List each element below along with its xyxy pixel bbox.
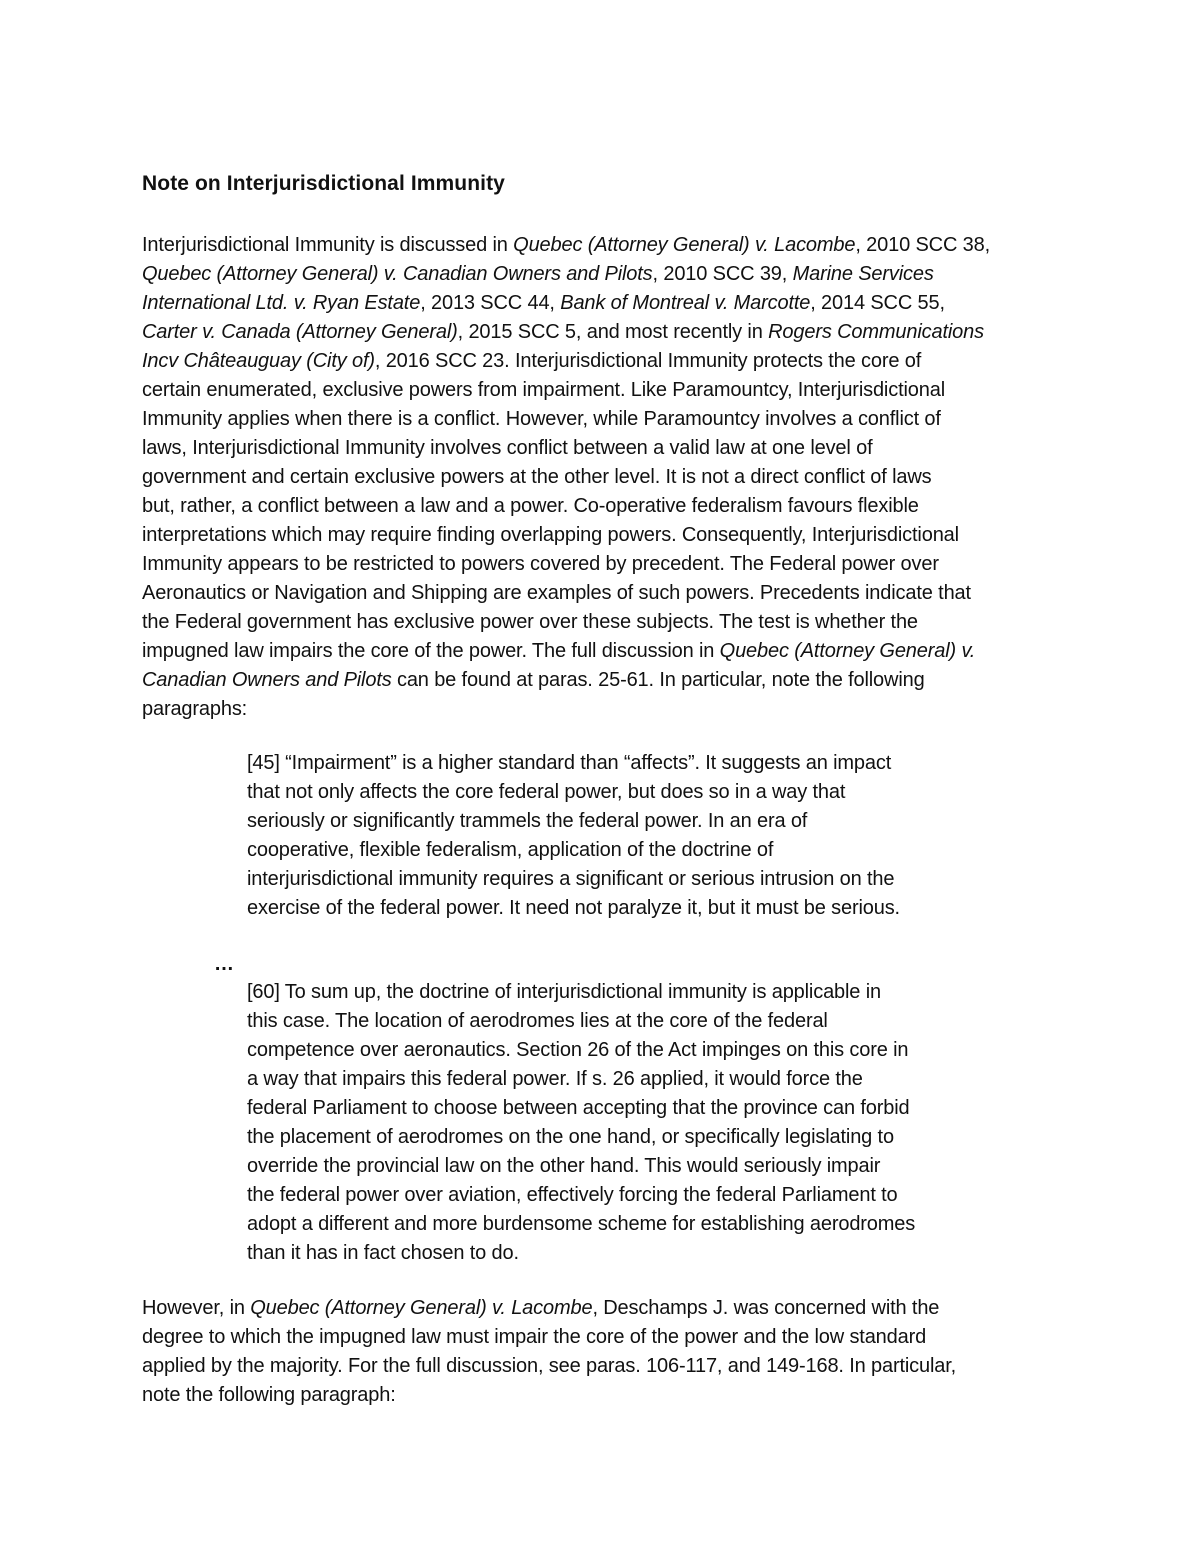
quote-line: this case. The location of aerodromes lies at the core of the federal [247, 1010, 828, 1032]
quote-line: override the provincial law on the other hand. This would seriously impair [247, 1155, 881, 1177]
text-segment: , 2010 SCC 38, [855, 234, 991, 256]
text-line [142, 434, 1072, 463]
text-line [142, 550, 1072, 579]
text-segment: , Deschamps J. was concerned with the [592, 1297, 940, 1319]
text-line [142, 289, 1072, 318]
text-line [142, 231, 1072, 260]
text-line [142, 1352, 1072, 1381]
text-segment: laws, Interjurisdictional Immunity involves conflict between a valid law at one level of [142, 437, 873, 459]
quote-line: that not only affects the core federal power, but does so in a way that [247, 781, 846, 803]
text-segment: note the following paragraph: [142, 1384, 396, 1406]
text-line [142, 637, 1072, 666]
text-line [142, 608, 1072, 637]
text-segment: interpretations which may require finding overlapping powers. Consequently, Interjurisdictional [142, 524, 959, 546]
text-line [142, 1323, 1072, 1352]
quote-line: seriously or significantly trammels the federal power. In an era of [247, 810, 808, 832]
text-segment: However, in [142, 1297, 251, 1319]
text-line [142, 318, 1072, 347]
text-line [142, 1381, 1072, 1410]
text-segment: Aeronautics or Navigation and Shipping are examples of such powers. Precedents indicate that [142, 582, 971, 604]
text-segment: , 2015 SCC 5, and most recently in [457, 321, 769, 343]
quote-line: exercise of the federal power. It need not paralyze it, but it must be serious. [247, 897, 900, 919]
case-citation: Bank of Montreal v. Marcotte [560, 292, 811, 314]
document-title: Note on Interjurisdictional Immunity [142, 172, 505, 195]
text-line [142, 463, 1072, 492]
intro-paragraph [142, 231, 1072, 724]
text-segment: degree to which the impugned law must impair the core of the power and the low standard [142, 1326, 927, 1348]
text-segment: Interjurisdictional Immunity is discussed in [142, 234, 514, 256]
text-segment: Immunity applies when there is a conflict. However, while Paramountcy involves a conflict of [142, 408, 941, 430]
case-citation: Quebec (Attorney General) v. Canadian Owners and Pilots [142, 263, 653, 285]
case-citation: Quebec (Attorney General) v. Lacombe [250, 1297, 593, 1319]
quote-line: a way that impairs this federal power. If s. 26 applied, it would force the [247, 1068, 863, 1090]
text-segment: paragraphs: [142, 698, 248, 720]
text-segment: can be found at paras. 25-61. In particular, note the following [391, 669, 925, 691]
quote-paragraph-60 [247, 978, 915, 1268]
text-line [142, 492, 1072, 521]
case-citation: International Ltd. v. Ryan Estate [142, 292, 421, 314]
ellipsis-marker: … [214, 953, 234, 975]
closing-paragraph [142, 1294, 1072, 1410]
text-line [142, 260, 1072, 289]
text-line [142, 347, 1072, 376]
text-segment: Immunity appears to be restricted to powers covered by precedent. The Federal power over [142, 553, 939, 575]
text-line [142, 521, 1072, 550]
case-citation: Marine Services [792, 263, 934, 285]
case-citation: Quebec (Attorney General) v. Lacombe [513, 234, 856, 256]
text-segment: impugned law impairs the core of the power. The full discussion in [142, 640, 720, 662]
text-segment: , 2013 SCC 44, [420, 292, 561, 314]
quote-line: interjurisdictional immunity requires a significant or serious intrusion on the [247, 868, 895, 890]
text-line [142, 579, 1072, 608]
quote-line: than it has in fact chosen to do. [247, 1242, 519, 1264]
case-citation: Canadian Owners and Pilots [142, 669, 392, 691]
quote-line: [60] To sum up, the doctrine of interjurisdictional immunity is applicable in [247, 981, 881, 1003]
text-segment: but, rather, a conflict between a law and a power. Co-operative federalism favours flexible [142, 495, 919, 517]
quote-paragraph-45 [247, 749, 900, 923]
text-line [142, 405, 1072, 434]
text-segment: certain enumerated, exclusive powers from impairment. Like Paramountcy, Interjurisdictional [142, 379, 945, 401]
case-citation: Rogers Communications [768, 321, 984, 343]
quote-line: adopt a different and more burdensome scheme for establishing aerodromes [247, 1213, 916, 1235]
quote-line: competence over aeronautics. Section 26 of the Act impinges on this core in [247, 1039, 909, 1061]
text-segment: , 2010 SCC 39, [652, 263, 793, 285]
quote-line: federal Parliament to choose between accepting that the province can forbid [247, 1097, 910, 1119]
text-line [142, 376, 1072, 405]
text-line [142, 666, 1072, 695]
text-segment: government and certain exclusive powers at the other level. It is not a direct conflict of laws [142, 466, 932, 488]
case-citation: Incv Châteauguay (City of) [142, 350, 375, 372]
quote-line: the federal power over aviation, effectively forcing the federal Parliament to [247, 1184, 898, 1206]
quote-line: cooperative, flexible federalism, application of the doctrine of [247, 839, 774, 861]
text-segment: the Federal government has exclusive power over these subjects. The test is whether the [142, 611, 918, 633]
quote-line: the placement of aerodromes on the one hand, or specifically legislating to [247, 1126, 894, 1148]
text-line [142, 695, 1072, 724]
text-segment: , 2014 SCC 55, [810, 292, 945, 314]
quote-line: [45] “Impairment” is a higher standard than “affects”. It suggests an impact [247, 752, 892, 774]
case-citation: Quebec (Attorney General) v. [719, 640, 976, 662]
text-segment: applied by the majority. For the full discussion, see paras. 106-117, and 149-168. In particular, [142, 1355, 957, 1377]
text-segment: , 2016 SCC 23. Interjurisdictional Immunity protects the core of [374, 350, 922, 372]
case-citation: Carter v. Canada (Attorney General) [142, 321, 458, 343]
text-line [142, 1294, 1072, 1323]
